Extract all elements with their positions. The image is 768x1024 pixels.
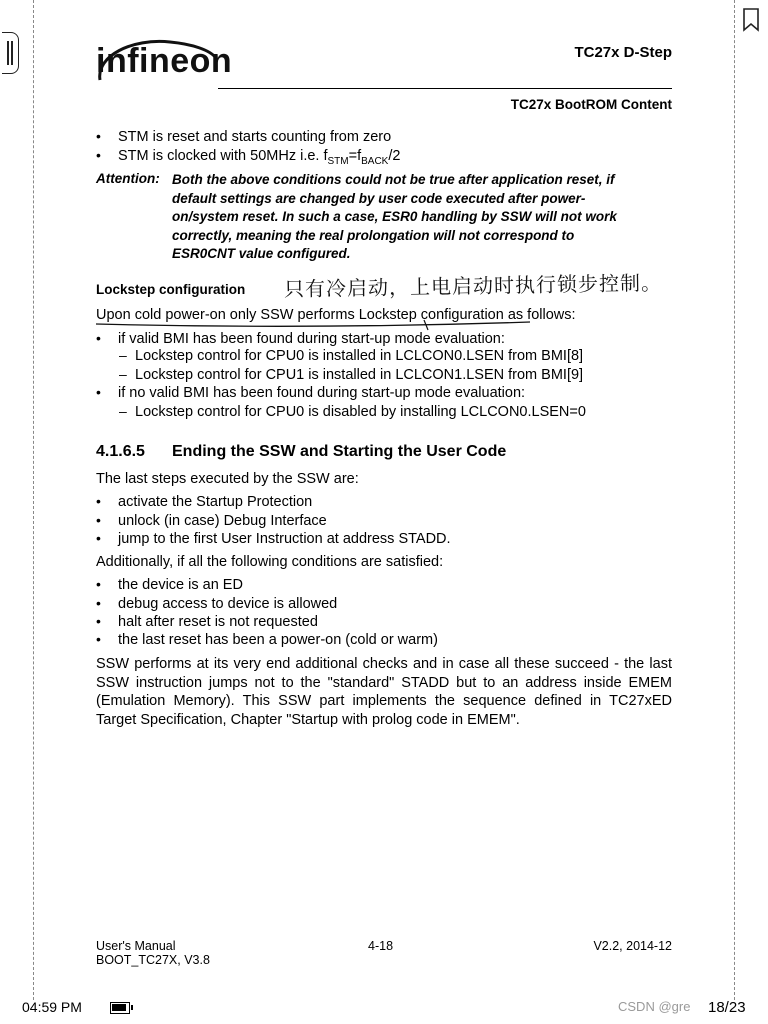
bullet-icon: • bbox=[96, 147, 101, 163]
list-item: STM is clocked with 50MHz i.e. $f_{STM}=f_{BACK}/2$ bbox=[118, 148, 401, 167]
header-divider bbox=[218, 88, 672, 89]
bullet-icon: • bbox=[96, 330, 101, 346]
dash-icon: – bbox=[119, 347, 127, 363]
list-item: the last reset has been a power-on (cold or warm) bbox=[118, 632, 438, 648]
bullet-icon: • bbox=[96, 613, 101, 629]
lockstep-heading: Lockstep configuration bbox=[96, 282, 246, 297]
list-item: if no valid BMI has been found during start-up mode evaluation: bbox=[118, 385, 526, 401]
page-indicator[interactable]: 18/23 bbox=[708, 999, 746, 1016]
document-subtitle: TC27x BootROM Content bbox=[510, 97, 672, 112]
footer-version: V2.2, 2014-12 bbox=[593, 939, 672, 953]
section-heading: 4.1.6.5 Ending the SSW and Starting the User Code bbox=[96, 443, 507, 460]
list-item: Lockstep control for CPU1 is installed in LCLCON1.LSEN from BMI[9] bbox=[135, 367, 584, 383]
bullet-icon: • bbox=[96, 595, 101, 611]
battery-icon bbox=[110, 1002, 130, 1014]
list-item: halt after reset is not requested bbox=[118, 614, 318, 630]
status-time: 04:59 PM bbox=[22, 999, 82, 1015]
list-item: STM is reset and starts counting from zero bbox=[118, 129, 392, 145]
lockstep-intro: Upon cold power-on only SSW performs Lockstep configuration as follows: bbox=[96, 307, 576, 323]
footer-manual: User's Manual BOOT_TC27X, V3.8 bbox=[96, 939, 210, 967]
left-margin-guide bbox=[33, 0, 34, 1000]
infineon-logo: infineon bbox=[96, 42, 233, 80]
list-item: debug access to device is allowed bbox=[118, 596, 338, 612]
bullet-icon: • bbox=[96, 493, 101, 509]
sidebar-toggle-icon[interactable] bbox=[2, 32, 19, 74]
bullet-icon: • bbox=[96, 384, 101, 400]
list-item: unlock (in case) Debug Interface bbox=[118, 513, 327, 529]
list-item: if valid BMI has been found during start-up mode evaluation: bbox=[118, 331, 505, 347]
list-item: jump to the first User Instruction at address STADD. bbox=[118, 531, 451, 547]
document-title: TC27x D-Step bbox=[574, 44, 672, 61]
section-intro: The last steps executed by the SSW are: bbox=[96, 471, 359, 487]
attention-label: Attention: bbox=[96, 171, 160, 186]
bullet-icon: • bbox=[96, 576, 101, 592]
list-item: Lockstep control for CPU0 is installed in LCLCON0.LSEN from BMI[8] bbox=[135, 348, 584, 364]
bookmark-icon[interactable] bbox=[742, 8, 760, 32]
additional-text: Additionally, if all the following conditions are satisfied: bbox=[96, 554, 444, 570]
bullet-icon: • bbox=[96, 512, 101, 528]
bullet-icon: • bbox=[96, 530, 101, 546]
bullet-icon: • bbox=[96, 128, 101, 144]
dash-icon: – bbox=[119, 403, 127, 419]
dash-icon: – bbox=[119, 366, 127, 382]
list-item: Lockstep control for CPU0 is disabled by installing LCLCON0.LSEN=0 bbox=[135, 404, 586, 420]
list-item: activate the Startup Protection bbox=[118, 494, 313, 510]
watermark: CSDN @gre bbox=[618, 999, 691, 1014]
list-item: the device is an ED bbox=[118, 577, 243, 593]
attention-text: Both the above conditions could not be true after application reset, if default settings are changed by user code executed after power- on/system reset. In such a case, ESR0 handling by SSW will not work correctly, meaning the real prolongation will not correspond to ESR0CNT value configured. bbox=[172, 172, 617, 261]
final-paragraph: SSW performs at its very end additional checks and in case all these succeed - the last SSW instruction jumps not to the "standard" STADD but to an address inside EMEM (Emulation Memory). This SSW part implements the sequence defined in TC27xED Target Specification, Chapter "Startup with prolog code in EMEM". bbox=[96, 656, 672, 728]
handwritten-annotation: 只有冷启动，上电启动时执行锁步控制。 bbox=[283, 270, 663, 302]
footer-page-number: 4-18 bbox=[368, 939, 394, 953]
bullet-icon: • bbox=[96, 631, 101, 647]
right-margin-guide bbox=[734, 0, 735, 1000]
